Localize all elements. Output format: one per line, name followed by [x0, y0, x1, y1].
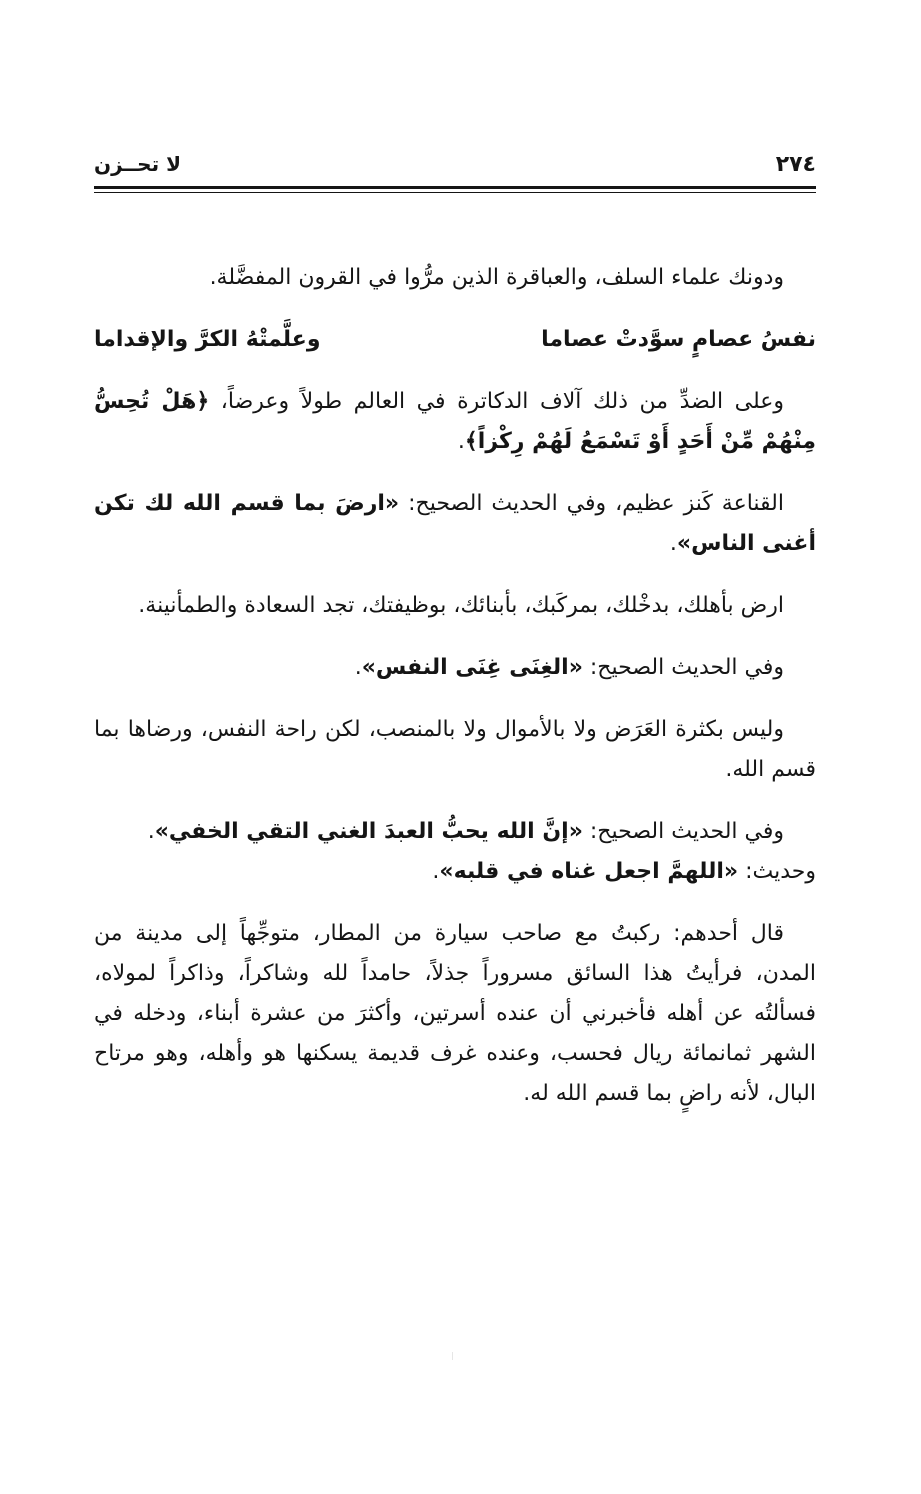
paragraph-9-end: . [432, 859, 440, 884]
poem-first-hemistich: نفسُ عصامٍ سوَّدتْ عصاما [541, 327, 816, 352]
header-rule-thick [94, 186, 816, 189]
poem-verse [94, 320, 816, 360]
paragraph-5: ارض بأهلك، بدخْلك، بمركَبك، بأبنائك، بوظيفتك، تجد السعادة والطمأنينة. [138, 593, 784, 618]
header-rule-thin [94, 192, 816, 193]
paragraph-9 [94, 852, 816, 892]
paragraph-8-end: . [147, 819, 155, 844]
paragraph-6-end: . [354, 655, 362, 680]
hadith-quote-4: «اللهمَّ اجعل غناه في قلبه» [439, 859, 739, 884]
paragraph-4-end: . [669, 531, 677, 556]
poem-second-hemistich: وعلَّمتْهُ الكرَّ والإقداما [94, 327, 321, 352]
paragraph-4 [94, 484, 816, 564]
paragraph-3-end: . [457, 429, 465, 454]
paragraph-8-text: وفي الحديث الصحيح: [582, 819, 784, 844]
hadith-quote-2: «الغِنَى غِنَى النفس» [361, 655, 583, 680]
paragraph-6-text: وفي الحديث الصحيح: [582, 655, 784, 680]
paragraph-1: ودونك علماء السلف، والعباقرة الذين مرُّوا في القرون المفضَّلة. [209, 265, 784, 290]
hadith-quote-1: «ارضَ بما قسم الله لك تكن أغنى الناس» [94, 491, 816, 556]
page-header [94, 150, 816, 182]
hadith-quote-3: «إنَّ الله يحبُّ العبدَ الغني التقي الخفي» [154, 819, 583, 844]
scan-mark [452, 1352, 453, 1360]
body-text [94, 258, 816, 1136]
paragraph-3 [94, 382, 816, 462]
paragraph-10: قال أحدهم: ركبتُ مع صاحب سيارة من المطار، متوجِّهاً إلى مدينة من المدن، فرأيتُ هذا السائق مسروراً جذلاً، حامداً لله وشاكراً، وذاكراً لمولاه، فسألتُه عن أهله فأخبرني أن عنده أسرتين، وأكثرَ من عشرة أبناء، ودخله في الشهر ثمانمائة ريال فحسب، وعنده غرف قديمة يسكنها هو وأهله، وهو مرتاح البال، لأنه راضٍ بما قسم الله له. [94, 921, 816, 1106]
paragraph-4-text: القناعة كَنز عظيم، وفي الحديث الصحيح: [399, 491, 784, 516]
paragraph-9-text: وحديث: [738, 859, 816, 884]
paragraph-6 [94, 648, 816, 688]
paragraph-7: وليس بكثرة العَرَض ولا بالأموال ولا بالمنصب، لكن راحة النفس، ورضاها بما قسم الله. [94, 717, 816, 782]
page-number: ٢٧٤ [775, 152, 816, 177]
paragraph-8 [94, 812, 816, 852]
quran-quote: ﴿هَلْ تُحِسُّ مِنْهُمْ مِّنْ أَحَدٍ أَوْ تَسْمَعُ لَهُمْ رِكْزاً﴾ [94, 389, 816, 454]
running-title: لا تحــزن [94, 152, 181, 176]
paragraph-3-text: وعلى الضدِّ من ذلك آلاف الدكاترة في العالم طولاً وعرضاً، [209, 389, 784, 414]
